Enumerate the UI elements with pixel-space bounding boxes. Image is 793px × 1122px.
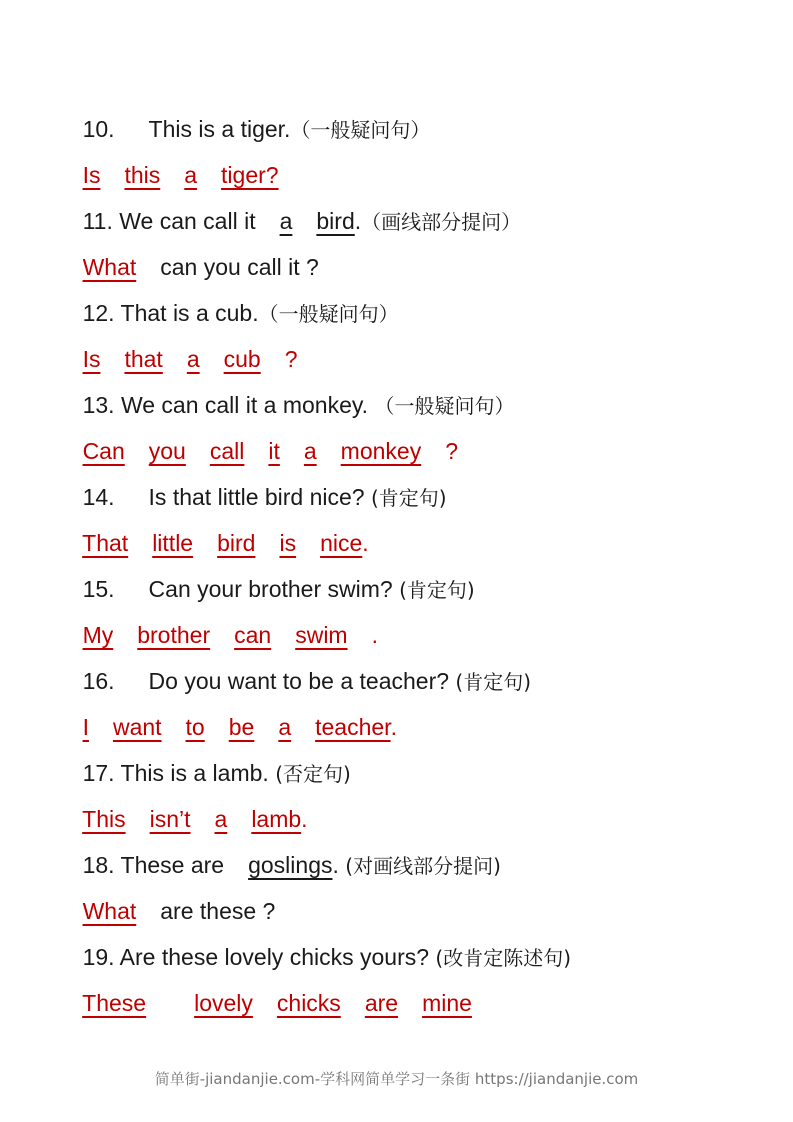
answer-word: chicks [276, 990, 341, 1016]
answer-word: Is [82, 162, 101, 188]
question-text: We can call it [119, 208, 256, 234]
answer-word: ? [284, 346, 298, 372]
answer-word: you [148, 438, 186, 464]
answer-word: lovely [194, 990, 253, 1016]
question-hint: （一般疑问句） [258, 302, 399, 326]
page-footer: 简单街-jiandanjie.com-学科网简单学习一条街 https://jiandanjie.com [154, 1070, 639, 1088]
question-text: That is a cub. [120, 300, 259, 326]
answer-rest: can you call it ? [160, 254, 319, 280]
answer-word: ? [445, 438, 459, 464]
question-hint: （一般疑问句） [290, 118, 431, 142]
question-hint: (对画线部分提问) [345, 854, 501, 878]
question-number: 14. [82, 484, 115, 510]
answer-word: that [124, 346, 163, 372]
answer-word: bird [217, 530, 256, 556]
answer-word: What [82, 898, 137, 924]
question-number: 15. [82, 576, 115, 602]
answer-word: a [184, 162, 198, 188]
answer-word: nice [320, 530, 363, 556]
question-18: 18. These are goslings. (对画线部分提问) [82, 852, 501, 878]
answer-word: this [124, 162, 161, 188]
answer-word: a [186, 346, 200, 372]
answer-word: be [228, 714, 255, 740]
answer-word: call [209, 438, 245, 464]
question-number: 19. [82, 944, 115, 970]
question-text: Do you want to be a teacher? [148, 668, 450, 694]
answer-word: can [234, 622, 272, 648]
answer-word: This [82, 806, 126, 832]
answer-word: These [82, 990, 147, 1016]
question-hint: (肯定句) [455, 670, 532, 694]
answer-word: Is [82, 346, 101, 372]
question-text: Are these lovely chicks yours? [119, 944, 430, 970]
question-text: Can your brother swim? [148, 576, 393, 602]
answer-word: are [364, 990, 399, 1016]
question-hint: （画线部分提问） [361, 210, 522, 234]
question-hint: (改肯定陈述句) [435, 946, 572, 970]
answer-word: tiger? [221, 162, 279, 188]
answer-word: brother [137, 622, 211, 648]
question-hint: （一般疑问句） [374, 394, 515, 418]
question-hint: (肯定句) [399, 578, 475, 602]
answer-word: Can [82, 438, 125, 464]
answer-word: That [82, 530, 129, 556]
answer-word: little [152, 530, 194, 556]
question-text: This is a lamb. [120, 760, 269, 786]
question-number: 11. [82, 208, 113, 234]
answer-word: is [279, 530, 297, 556]
question-number: 12. [82, 300, 115, 326]
underlined-word: bird [316, 208, 355, 234]
answer-word: What [82, 254, 137, 280]
question-text: We can call it a monkey. [120, 392, 369, 418]
question-11: 11. We can call it a bird.（画线部分提问） [82, 208, 522, 234]
answer-15: My brother can swim . [82, 622, 378, 648]
question-hint: (肯定句) [371, 486, 447, 510]
answer-word: it [268, 438, 280, 464]
question-number: 16. [82, 668, 115, 694]
answer-word: a [303, 438, 317, 464]
answer-word: isn’t [149, 806, 191, 832]
question-text: Is that little bird nice? [148, 484, 365, 510]
underlined-word: a [279, 208, 293, 234]
question-text: These are [120, 852, 225, 878]
question-number: 18. [82, 852, 115, 878]
answer-word: mine [422, 990, 472, 1016]
answer-word: teacher [315, 714, 391, 740]
answer-word: swim [295, 622, 348, 648]
answer-word: want [112, 714, 162, 740]
answer-14: That little bird is nice. [82, 530, 369, 556]
answer-word: monkey [340, 438, 422, 464]
answer-word: My [82, 622, 114, 648]
underlined-word: goslings [248, 852, 333, 878]
answer-rest: are these ? [160, 898, 276, 924]
question-number: 17. [82, 760, 115, 786]
question-hint: (否定句) [275, 762, 351, 786]
answer-word: I [82, 714, 89, 740]
question-text: This is a tiger. [148, 116, 291, 142]
answer-19 [57, 958, 472, 1048]
answer-word: to [185, 714, 205, 740]
answer-16: I want to be a teacher. [82, 714, 397, 740]
answer-word: a [278, 714, 292, 740]
answer-word: lamb [251, 806, 302, 832]
answer-word: cub [223, 346, 261, 372]
question-number: 10. [82, 116, 115, 142]
answer-17: This isn’t a lamb. [82, 806, 308, 832]
answer-word: a [214, 806, 228, 832]
question-number: 13. [82, 392, 115, 418]
